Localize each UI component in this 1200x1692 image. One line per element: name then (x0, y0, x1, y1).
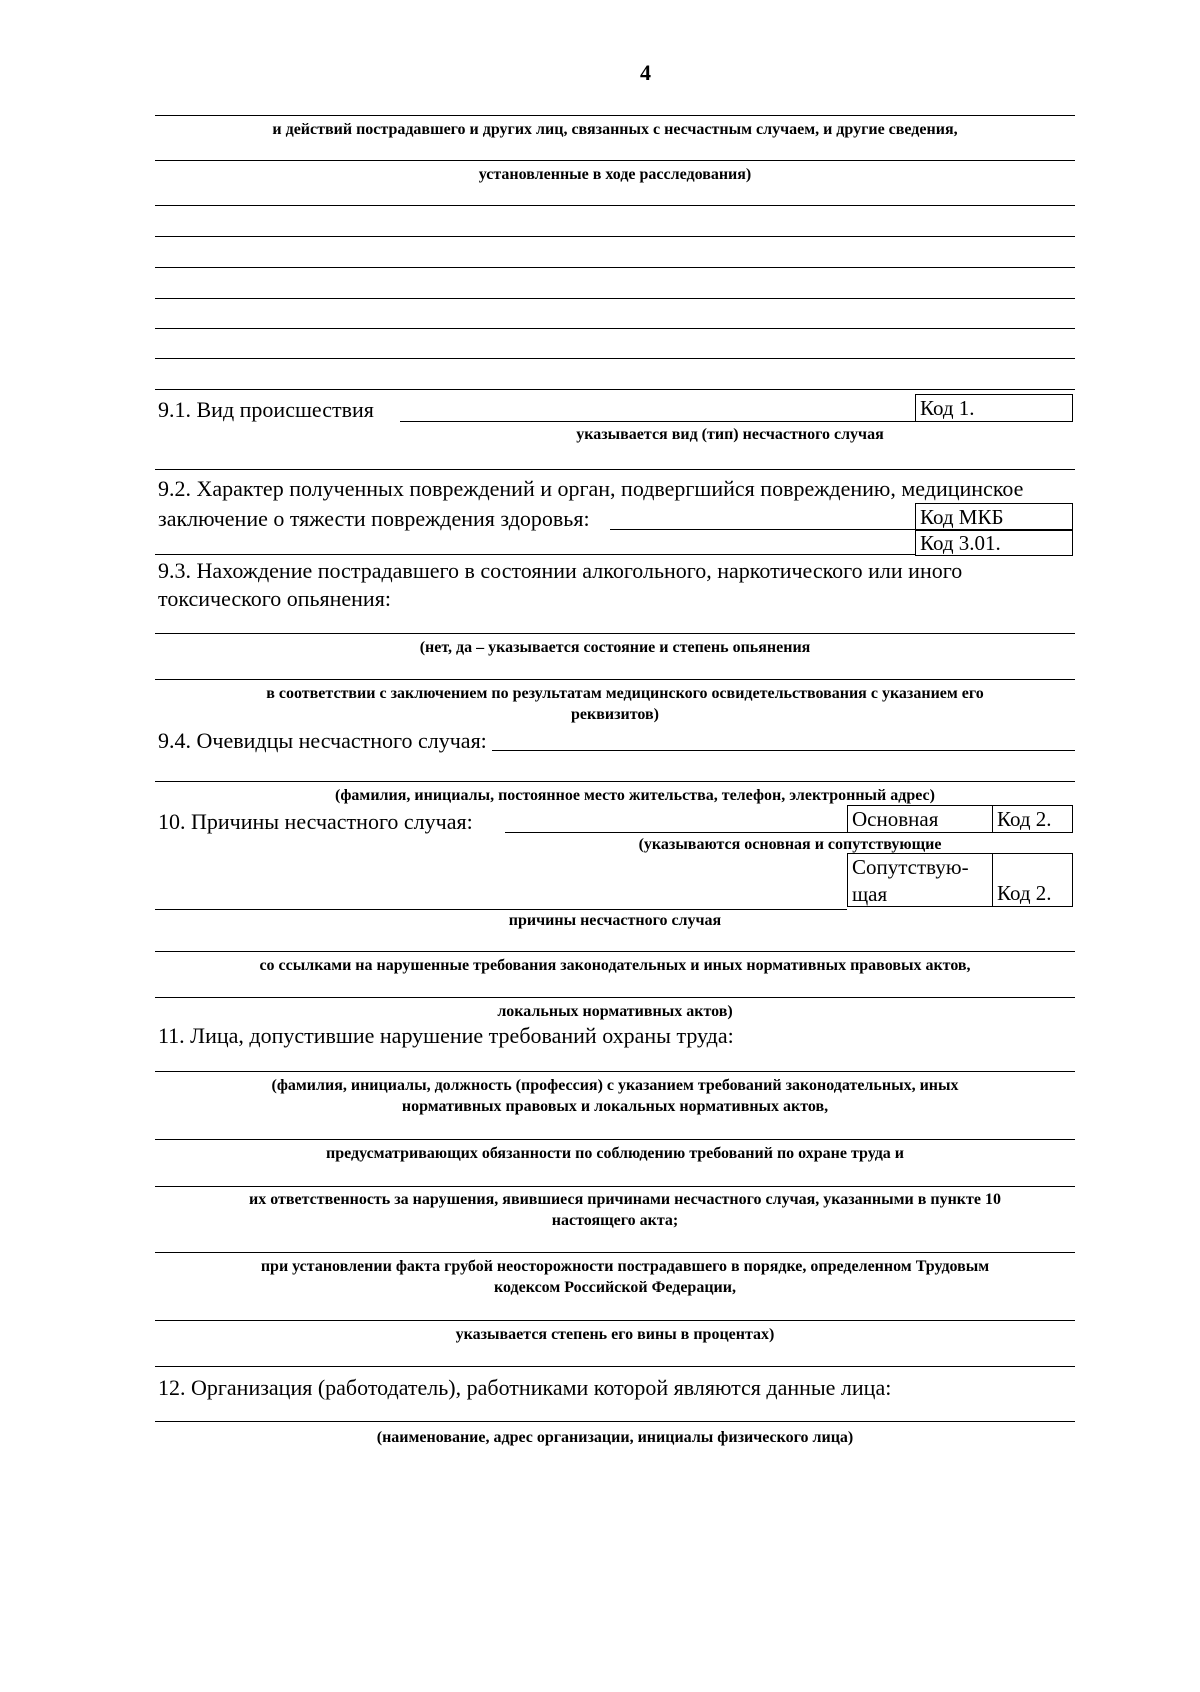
code-box-soputstv-line1: Сопутствую- (852, 855, 969, 879)
section-9-4-label: 9.4. Очевидцы несчастного случая: (158, 728, 487, 753)
section-9-3-label: 9.3. Нахождение пострадавшего в состоянии алкогольного, наркотического или иного (158, 558, 963, 583)
caption: (наименование, адрес организации, инициалы физического лица) (376, 1429, 854, 1446)
fill-line (155, 1071, 1075, 1072)
fill-line (492, 750, 1075, 751)
code-box-kod-2-main: Код 2. (992, 805, 1073, 833)
section-11-label: 11. Лица, допустившие нарушение требований охраны труда: (158, 1023, 734, 1048)
fill-line (155, 236, 1075, 237)
fill-line (155, 469, 1075, 470)
fill-line (610, 529, 915, 530)
code-box-soputstv-line2: щая (852, 882, 888, 906)
fill-line (155, 1421, 1075, 1422)
code-box-kod-2-secondary (992, 853, 1073, 907)
fill-line (155, 1186, 1075, 1187)
code-box-osnovnaya: Основная (847, 805, 993, 833)
caption: указывается степень его вины в процентах) (455, 1326, 775, 1343)
fill-line (155, 1139, 1075, 1140)
caption: нормативных правовых и локальных нормативных актов, (401, 1098, 829, 1115)
code-box-mkb: Код МКБ (915, 503, 1073, 531)
fill-line (505, 832, 847, 833)
caption: со ссылками на нарушенные требования законодательных и иных нормативных правовых актов, (259, 957, 971, 974)
section-9-3-label-cont: токсического опьянения: (158, 586, 391, 611)
section-9-2-label: 9.2. Характер полученных повреждений и орган, подвергшийся повреждению, медицинское (158, 476, 1024, 501)
caption: (нет, да – указывается состояние и степень опьянения (419, 639, 811, 656)
caption: локальных нормативных актов) (497, 1003, 733, 1020)
caption: (фамилия, инициалы, постоянное место жительства, телефон, электронный адрес) (335, 787, 935, 804)
code-box-soputstvuyushchaya (847, 853, 993, 907)
caption: реквизитов) (571, 706, 659, 723)
code-box-kod-2-secondary-label: Код 2. (997, 881, 1052, 905)
fill-line (155, 554, 915, 555)
caption: и действий пострадавшего и других лиц, связанных с несчастным случаем, и другие сведения, (272, 121, 958, 138)
fill-line (155, 267, 1075, 268)
fill-line (155, 298, 1075, 299)
fill-line (155, 389, 1075, 390)
page-number: 4 (640, 60, 651, 85)
caption: в соответствии с заключением по результатам медицинского освидетельствования с указанием его (266, 685, 984, 702)
code-box-kod-3-01: Код 3.01. (915, 529, 1073, 556)
fill-line (400, 421, 915, 422)
fill-line (155, 633, 1075, 634)
caption: причины несчастного случая (508, 912, 722, 929)
section-12-label: 12. Организация (работодатель), работниками которой являются данные лица: (158, 1375, 892, 1400)
section-10-label: 10. Причины несчастного случая: (158, 809, 473, 834)
fill-line (155, 679, 1075, 680)
caption: предусматривающих обязанности по соблюдению требований по охране труда и (325, 1145, 905, 1162)
caption: их ответственность за нарушения, явившиеся причинами несчастного случая, указанными в пункте 10 (249, 1191, 1001, 1208)
fill-line (155, 951, 1075, 952)
fill-line (155, 1320, 1075, 1321)
caption: кодексом Российской Федерации, (494, 1279, 736, 1296)
code-box-kod-1: Код 1. (915, 394, 1073, 422)
caption: установленные в ходе расследования) (478, 166, 752, 183)
fill-line (155, 1252, 1075, 1253)
fill-line (155, 781, 1075, 782)
fill-line (155, 328, 1075, 329)
fill-line (155, 1366, 1075, 1367)
caption: при установлении факта грубой неосторожности пострадавшего в порядке, определенном Трудовым (260, 1258, 990, 1275)
caption: (указываются основная и сопутствующие (638, 836, 942, 853)
caption: (фамилия, инициалы, должность (профессия) с указанием требований законодательных, иных (271, 1077, 959, 1094)
fill-line (155, 115, 1075, 116)
section-9-2-label-cont: заключение о тяжести повреждения здоровья: (158, 506, 590, 531)
fill-line (155, 205, 1075, 206)
fill-line (155, 358, 1075, 359)
caption: настоящего акта; (551, 1212, 679, 1229)
section-9-1-label: 9.1. Вид происшествия (158, 397, 374, 422)
fill-line (155, 160, 1075, 161)
caption: указывается вид (тип) несчастного случая (576, 426, 884, 443)
fill-line (155, 997, 1075, 998)
